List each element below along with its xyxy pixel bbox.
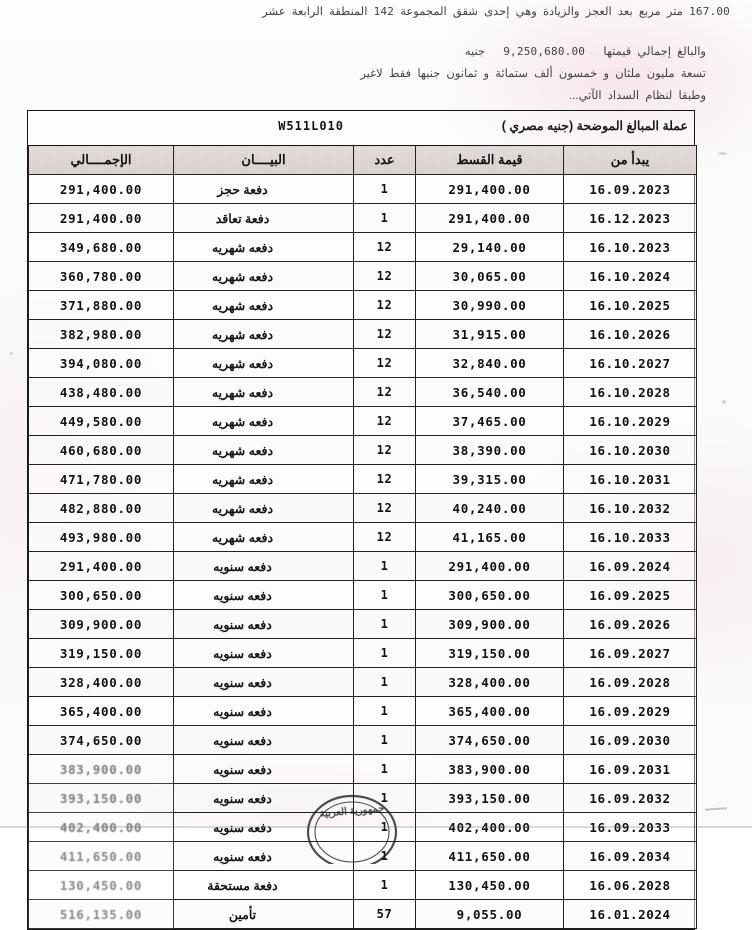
cell-start-date: 16.09.2029 bbox=[564, 697, 697, 726]
cell-total: 365,400.00 bbox=[29, 697, 174, 726]
table-row bbox=[29, 204, 697, 233]
cell-start-date: 16.10.2032 bbox=[564, 494, 697, 523]
table-row bbox=[29, 842, 697, 871]
column-header-total-label: الإجمــــالي bbox=[70, 152, 132, 167]
intro-group-number: 142 bbox=[373, 5, 395, 18]
cell-start-date: 16.09.2032 bbox=[564, 784, 697, 813]
cell-installment: 291,400.00 bbox=[416, 204, 564, 233]
cell-installment: 29,140.00 bbox=[416, 233, 564, 262]
cell-total: 411,650.00 bbox=[29, 842, 174, 871]
cell-description: دفعه شهريه bbox=[174, 378, 354, 407]
cell-total: 374,650.00 bbox=[29, 726, 174, 755]
cell-count: 12 bbox=[354, 320, 416, 349]
cell-start-date: 16.10.2033 bbox=[564, 523, 697, 552]
cell-start-date: 16.09.2026 bbox=[564, 610, 697, 639]
cell-installment: 300,650.00 bbox=[416, 581, 564, 610]
column-header-description bbox=[174, 146, 354, 175]
cell-total: 383,900.00 bbox=[29, 755, 174, 784]
cell-total: 393,150.00 bbox=[29, 784, 174, 813]
table-row bbox=[29, 668, 697, 697]
table-row bbox=[29, 233, 697, 262]
cell-count: 12 bbox=[354, 349, 416, 378]
cell-installment: 411,650.00 bbox=[416, 842, 564, 871]
table-row bbox=[29, 262, 697, 291]
cell-count: 12 bbox=[354, 262, 416, 291]
cell-description: دفعه سنويه bbox=[174, 639, 354, 668]
stamp-text: جمهورية العربية bbox=[319, 803, 385, 820]
cell-installment: 365,400.00 bbox=[416, 697, 564, 726]
cell-count: 1 bbox=[354, 697, 416, 726]
cell-description: دفعه شهريه bbox=[174, 233, 354, 262]
table-row bbox=[29, 378, 697, 407]
cell-count: 1 bbox=[354, 175, 416, 204]
cell-total: 471,780.00 bbox=[29, 465, 174, 494]
scan-speck bbox=[718, 152, 727, 155]
cell-start-date: 16.09.2034 bbox=[564, 842, 697, 871]
table-row bbox=[29, 523, 697, 552]
cell-count: 12 bbox=[354, 233, 416, 262]
amount-in-words: تسعة مليون ملثان و خمسون ألف ستمائة و ثمانون جنيها فقط لاغير bbox=[360, 68, 706, 80]
payment-system-note: وطبقا لنظام السداد الآتي... bbox=[569, 90, 706, 102]
table-row bbox=[29, 436, 697, 465]
table-row bbox=[29, 697, 697, 726]
cell-description: دفعه سنويه bbox=[174, 668, 354, 697]
table-row bbox=[29, 784, 697, 813]
cell-total: 309,900.00 bbox=[29, 610, 174, 639]
cell-installment: 37,465.00 bbox=[416, 407, 564, 436]
table-row bbox=[29, 552, 697, 581]
cell-description: تأمين bbox=[174, 900, 354, 929]
table-row bbox=[29, 320, 697, 349]
column-header-start-date bbox=[564, 146, 697, 175]
table-row bbox=[29, 349, 697, 378]
cell-start-date: 16.09.2025 bbox=[564, 581, 697, 610]
cell-start-date: 16.10.2026 bbox=[564, 320, 697, 349]
cell-start-date: 16.10.2030 bbox=[564, 436, 697, 465]
cell-installment: 393,150.00 bbox=[416, 784, 564, 813]
cell-installment: 130,450.00 bbox=[416, 871, 564, 900]
cell-start-date: 16.10.2024 bbox=[564, 262, 697, 291]
code-w511: W511 bbox=[278, 119, 312, 133]
cell-description: دفعه سنويه bbox=[174, 610, 354, 639]
table-row bbox=[29, 465, 697, 494]
scan-speck bbox=[722, 400, 726, 404]
table-row bbox=[29, 494, 697, 523]
table-body bbox=[29, 175, 697, 929]
cell-count: 1 bbox=[354, 871, 416, 900]
cell-count: 1 bbox=[354, 204, 416, 233]
cell-start-date: 16.10.2031 bbox=[564, 465, 697, 494]
column-header-count bbox=[354, 146, 416, 175]
cell-installment: 309,900.00 bbox=[416, 610, 564, 639]
cell-description: دفعه سنويه bbox=[174, 842, 354, 871]
cell-start-date: 16.12.2023 bbox=[564, 204, 697, 233]
cell-description: دفعه سنويه bbox=[174, 813, 354, 842]
cell-start-date: 16.09.2030 bbox=[564, 726, 697, 755]
cell-total: 516,135.00 bbox=[29, 900, 174, 929]
currency-label: عملة المبالغ الموضحة (جنيه مصري ) bbox=[501, 119, 688, 133]
table-row bbox=[29, 755, 697, 784]
cell-total: 360,780.00 bbox=[29, 262, 174, 291]
cell-start-date: 16.09.2027 bbox=[564, 639, 697, 668]
cell-installment: 383,900.00 bbox=[416, 755, 564, 784]
cell-count: 57 bbox=[354, 900, 416, 929]
cell-count: 1 bbox=[354, 726, 416, 755]
cell-description: دفعه شهريه bbox=[174, 436, 354, 465]
cell-installment: 30,065.00 bbox=[416, 262, 564, 291]
cell-installment: 41,165.00 bbox=[416, 523, 564, 552]
cell-total: 449,580.00 bbox=[29, 407, 174, 436]
table-row bbox=[29, 610, 697, 639]
cell-start-date: 16.10.2025 bbox=[564, 291, 697, 320]
cell-description: دفعه سنويه bbox=[174, 784, 354, 813]
cell-count: 12 bbox=[354, 378, 416, 407]
column-header-count-label: عدد bbox=[374, 152, 395, 167]
table-row bbox=[29, 900, 697, 929]
table-row bbox=[29, 813, 697, 842]
cell-installment: 402,400.00 bbox=[416, 813, 564, 842]
cell-count: 12 bbox=[354, 465, 416, 494]
cell-start-date: 16.10.2023 bbox=[564, 233, 697, 262]
cell-count: 1 bbox=[354, 668, 416, 697]
cell-count: 12 bbox=[354, 407, 416, 436]
cell-description: دفعه سنويه bbox=[174, 755, 354, 784]
cell-description: دفعة تعاقد bbox=[174, 204, 354, 233]
column-header-description-label: البيــــان bbox=[241, 152, 286, 167]
cell-description: دفعه سنويه bbox=[174, 552, 354, 581]
intro-line-2 bbox=[465, 44, 706, 58]
intro-line-1-tail: المنطقة الرابعة عشر bbox=[262, 6, 368, 18]
cell-total: 319,150.00 bbox=[29, 639, 174, 668]
cell-count: 12 bbox=[354, 523, 416, 552]
payment-schedule-table bbox=[28, 145, 697, 929]
cell-description: دفعه سنويه bbox=[174, 581, 354, 610]
cell-total: 438,480.00 bbox=[29, 378, 174, 407]
cell-installment: 39,315.00 bbox=[416, 465, 564, 494]
cell-description: دفعه شهريه bbox=[174, 291, 354, 320]
cell-count: 1 bbox=[354, 813, 416, 842]
table-row bbox=[29, 291, 697, 320]
intro-line-2-text: والبالغ إجمالي قيمتها bbox=[603, 46, 706, 58]
cell-installment: 38,390.00 bbox=[416, 436, 564, 465]
cell-installment: 328,400.00 bbox=[416, 668, 564, 697]
payment-schedule-table-wrapper bbox=[27, 110, 695, 930]
cell-start-date: 16.09.2033 bbox=[564, 813, 697, 842]
scan-edge-mark bbox=[705, 807, 727, 811]
table-row bbox=[29, 639, 697, 668]
cell-start-date: 16.01.2024 bbox=[564, 900, 697, 929]
cell-start-date: 16.10.2029 bbox=[564, 407, 697, 436]
table-row bbox=[29, 407, 697, 436]
currency-banner bbox=[28, 111, 694, 145]
cell-count: 1 bbox=[354, 842, 416, 871]
cell-total: 291,400.00 bbox=[29, 175, 174, 204]
cell-start-date: 16.10.2027 bbox=[564, 349, 697, 378]
cell-total: 482,880.00 bbox=[29, 494, 174, 523]
cell-description: دفعه شهريه bbox=[174, 262, 354, 291]
cell-start-date: 16.09.2023 bbox=[564, 175, 697, 204]
cell-description: دفعه شهريه bbox=[174, 523, 354, 552]
table-header bbox=[29, 146, 697, 175]
cell-start-date: 16.09.2024 bbox=[564, 552, 697, 581]
column-header-installment-label: قيمة القسط bbox=[456, 152, 523, 167]
cell-total: 382,980.00 bbox=[29, 320, 174, 349]
cell-description: دفعه شهريه bbox=[174, 349, 354, 378]
cell-installment: 9,055.00 bbox=[416, 900, 564, 929]
table-row bbox=[29, 871, 697, 900]
cell-installment: 36,540.00 bbox=[416, 378, 564, 407]
cell-installment: 32,840.00 bbox=[416, 349, 564, 378]
cell-count: 12 bbox=[354, 494, 416, 523]
intro-line-1-text: متر مربع بعد العجز والزيادة وهي إحدى شقق المجموعة bbox=[400, 6, 683, 18]
cell-description: دفعة مستحقة bbox=[174, 871, 354, 900]
cell-installment: 374,650.00 bbox=[416, 726, 564, 755]
cell-total: 291,400.00 bbox=[29, 204, 174, 233]
cell-total: 394,080.00 bbox=[29, 349, 174, 378]
cell-start-date: 16.06.2028 bbox=[564, 871, 697, 900]
scan-speck bbox=[10, 352, 13, 355]
column-header-total bbox=[29, 146, 174, 175]
cell-description: دفعه سنويه bbox=[174, 726, 354, 755]
cell-installment: 319,150.00 bbox=[416, 639, 564, 668]
cell-count: 1 bbox=[354, 639, 416, 668]
cell-start-date: 16.09.2028 bbox=[564, 668, 697, 697]
cell-installment: 31,915.00 bbox=[416, 320, 564, 349]
cell-installment: 291,400.00 bbox=[416, 552, 564, 581]
cell-total: 460,680.00 bbox=[29, 436, 174, 465]
cell-description: دفعه شهريه bbox=[174, 494, 354, 523]
cell-total: 349,680.00 bbox=[29, 233, 174, 262]
cell-count: 12 bbox=[354, 436, 416, 465]
cell-count: 1 bbox=[354, 784, 416, 813]
intro-line-1 bbox=[262, 4, 730, 18]
cell-installment: 30,990.00 bbox=[416, 291, 564, 320]
table-header-row bbox=[29, 146, 697, 175]
cell-start-date: 16.10.2028 bbox=[564, 378, 697, 407]
cell-description: دفعة حجز bbox=[174, 175, 354, 204]
cell-count: 12 bbox=[354, 291, 416, 320]
reference-codes bbox=[278, 119, 374, 133]
cell-count: 1 bbox=[354, 581, 416, 610]
code-l010: L010 bbox=[311, 119, 344, 133]
table-row bbox=[29, 581, 697, 610]
cell-total: 291,400.00 bbox=[29, 552, 174, 581]
cell-description: دفعه سنويه bbox=[174, 697, 354, 726]
cell-start-date: 16.09.2031 bbox=[564, 755, 697, 784]
table-row bbox=[29, 175, 697, 204]
intro-area-value: 167.00 bbox=[689, 5, 730, 18]
column-header-start-date-label: يبدأ من bbox=[610, 152, 650, 167]
cell-total: 493,980.00 bbox=[29, 523, 174, 552]
intro-line-3 bbox=[360, 66, 706, 80]
cell-count: 1 bbox=[354, 755, 416, 784]
cell-total: 402,400.00 bbox=[29, 813, 174, 842]
cell-installment: 40,240.00 bbox=[416, 494, 564, 523]
total-value-amount: 9,250,680.00 bbox=[503, 45, 586, 58]
cell-description: دفعه شهريه bbox=[174, 320, 354, 349]
intro-line-4 bbox=[569, 88, 706, 102]
cell-count: 1 bbox=[354, 552, 416, 581]
cell-description: دفعه شهريه bbox=[174, 465, 354, 494]
cell-total: 371,880.00 bbox=[29, 291, 174, 320]
cell-description: دفعه شهريه bbox=[174, 407, 354, 436]
cell-count: 1 bbox=[354, 610, 416, 639]
column-header-installment bbox=[416, 146, 564, 175]
cell-total: 130,450.00 bbox=[29, 871, 174, 900]
table-row bbox=[29, 726, 697, 755]
cell-total: 328,400.00 bbox=[29, 668, 174, 697]
cell-installment: 291,400.00 bbox=[416, 175, 564, 204]
currency-word: جنيه bbox=[464, 46, 486, 58]
cell-total: 300,650.00 bbox=[29, 581, 174, 610]
